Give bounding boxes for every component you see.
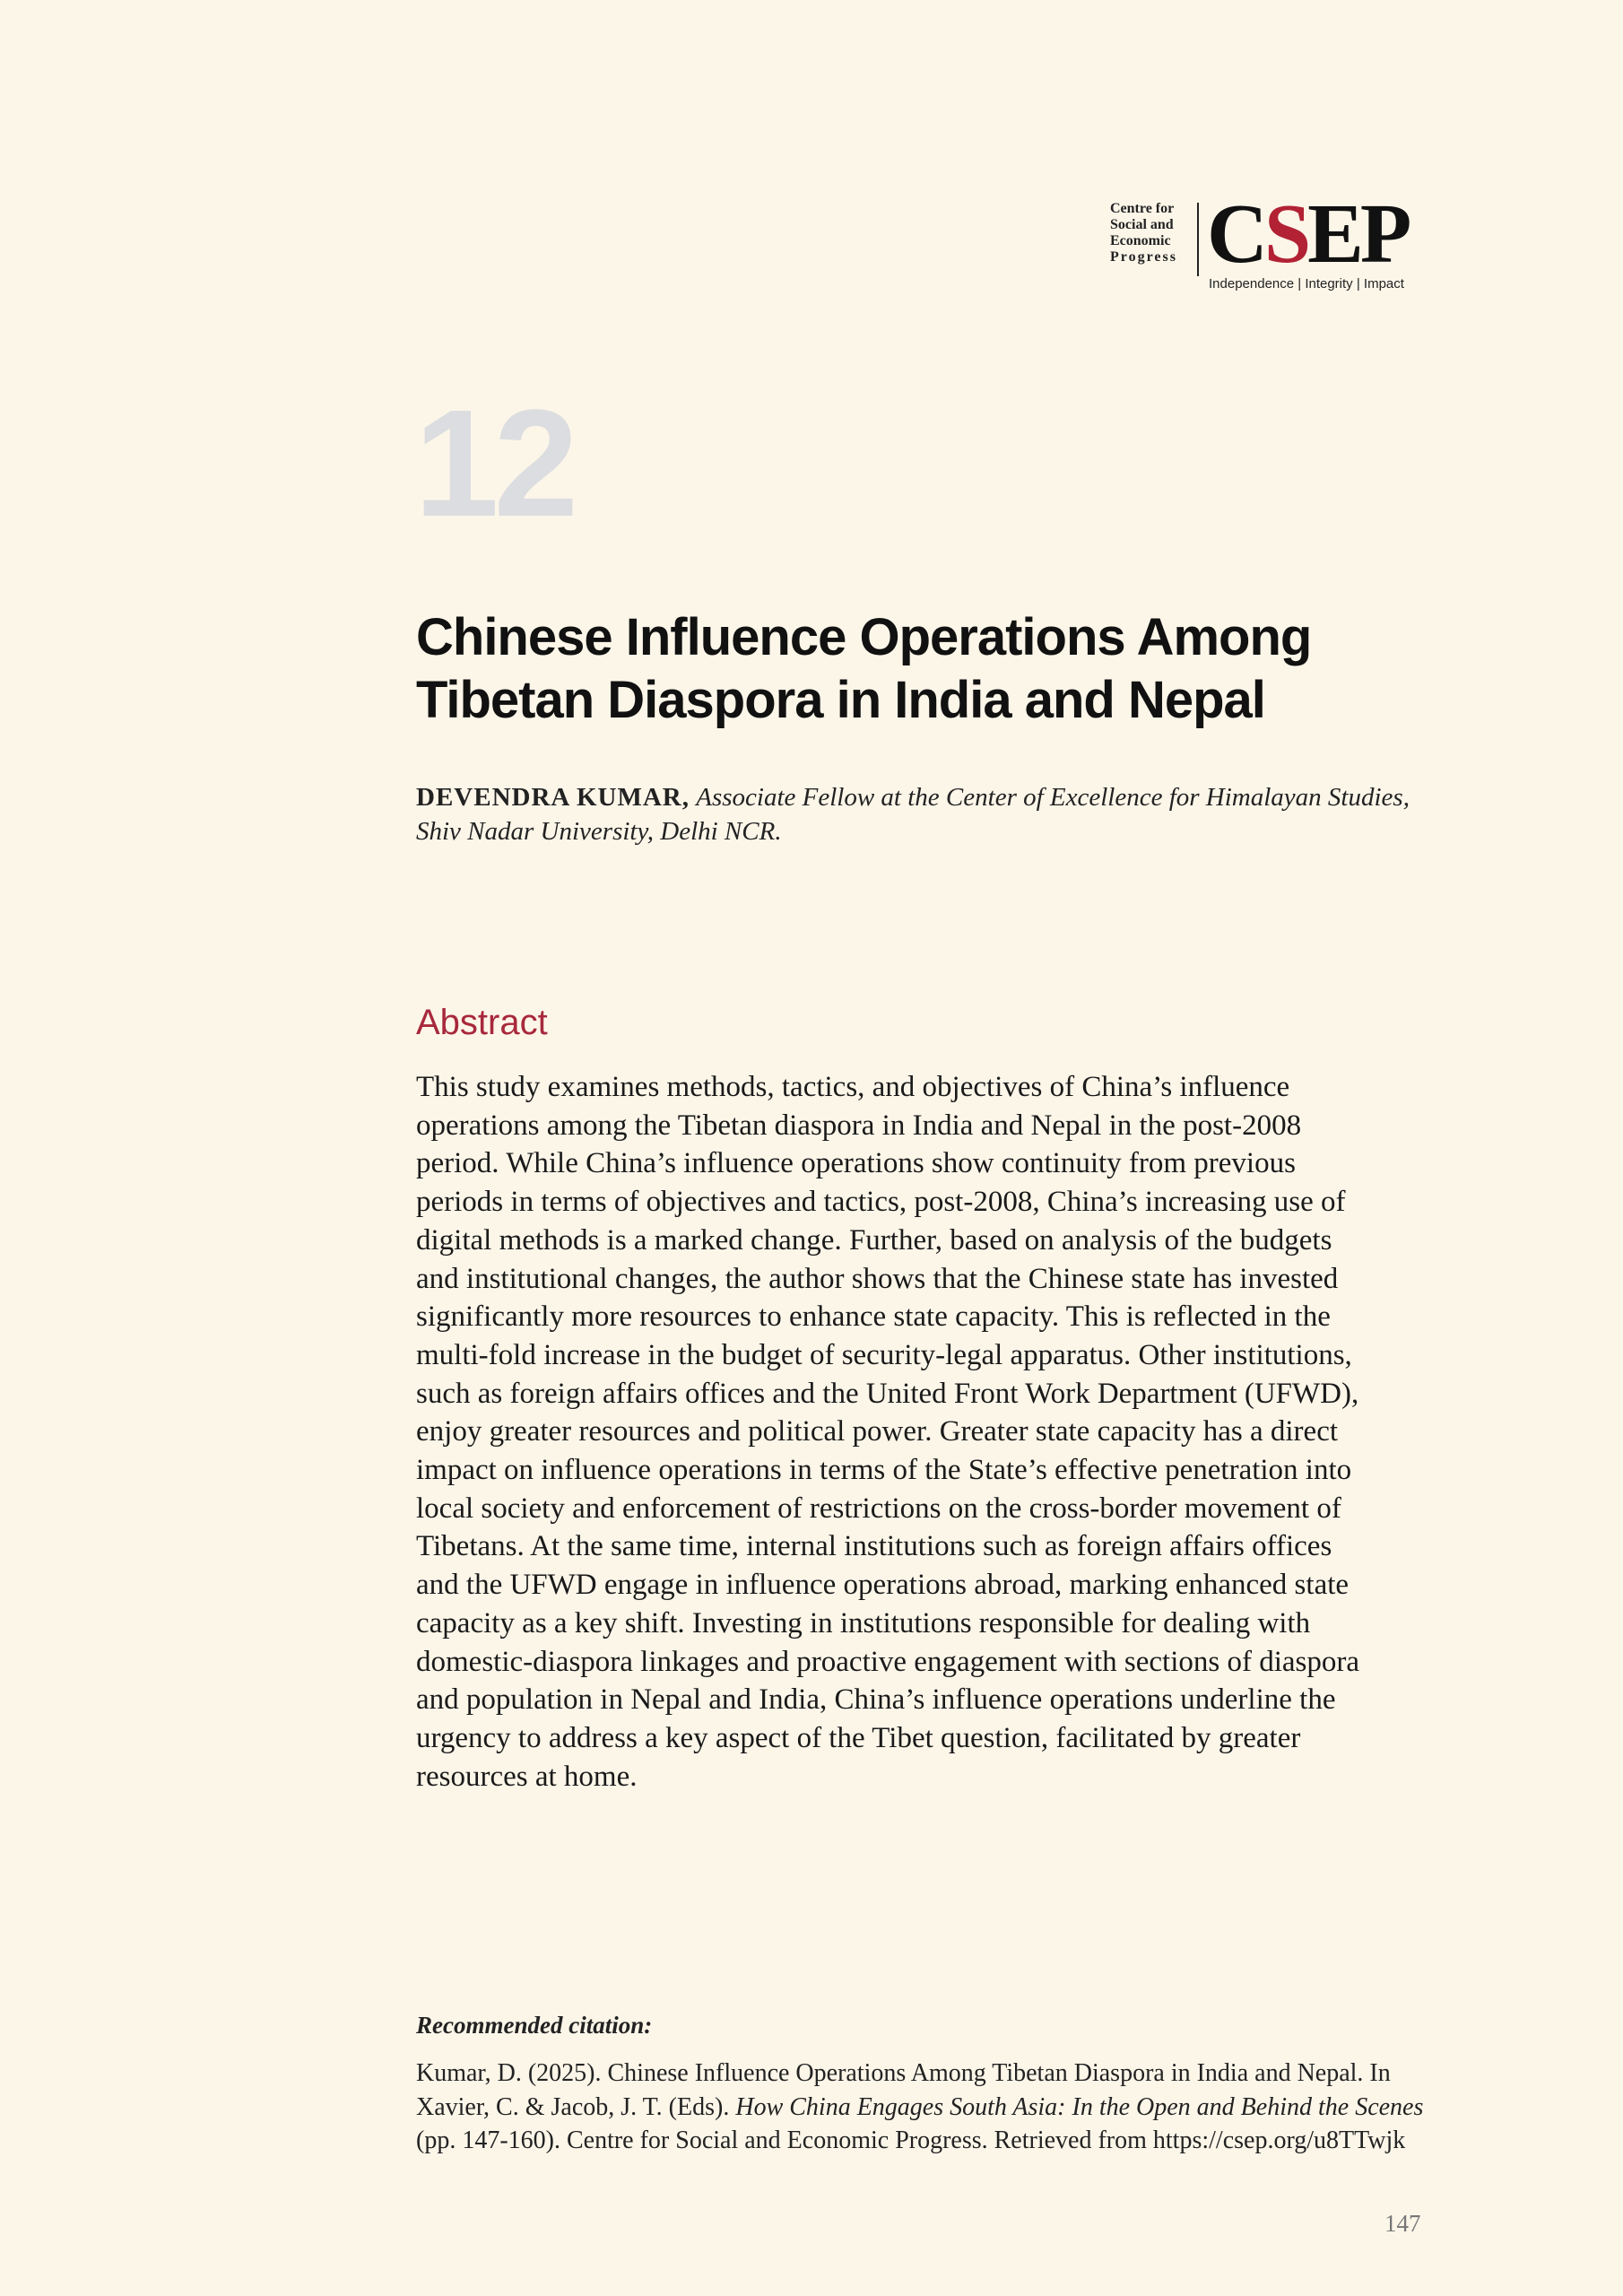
page-number: 147 <box>1384 2210 1421 2237</box>
abstract-line: such as foreign affairs offices and the United Front Work Department (UFWD), <box>416 1377 1359 1410</box>
logo-org-name <box>1110 201 1193 265</box>
logo-org-line: Economic <box>1110 233 1171 248</box>
chapter-title-line: Tibetan Diaspora in India and Nepal <box>416 671 1265 729</box>
logo-letter: E <box>1307 187 1360 281</box>
logo-letter: P <box>1359 187 1409 281</box>
citation-part: (pp. 147-160). Centre for Social and Economic Progress. Retrieved from https://csep.org/u8TTwjk <box>416 2126 1406 2154</box>
logo-letter: C <box>1207 187 1264 281</box>
abstract-line: period. While China’s influence operations show continuity from previous <box>416 1147 1296 1180</box>
abstract-line: periods in terms of objectives and tactics, post-2008, China’s increasing use of <box>416 1186 1346 1219</box>
abstract-line: domestic-diaspora linkages and proactive engagement with sections of diaspora <box>416 1645 1360 1678</box>
abstract-line: operations among the Tibetan diaspora in India and Nepal in the post-2008 <box>416 1109 1302 1142</box>
logo-wordmark <box>1207 187 1409 281</box>
author-affiliation: Shiv Nadar University, Delhi NCR. <box>416 817 782 846</box>
abstract-line: local society and enforcement of restrictions on the cross-border movement of <box>416 1492 1341 1525</box>
abstract-line: significantly more resources to enhance state capacity. This is reflected in the <box>416 1300 1331 1334</box>
csep-logo <box>1110 187 1431 298</box>
abstract-line: capacity as a key shift. Investing in institutions responsible for dealing with <box>416 1606 1311 1639</box>
logo-divider <box>1197 203 1199 276</box>
abstract-body <box>416 1068 1429 1796</box>
abstract-line: impact on influence operations in terms of the State’s effective penetration into <box>416 1454 1352 1487</box>
citation-text <box>416 2057 1438 2158</box>
chapter-title-line: Chinese Influence Operations Among <box>416 608 1312 666</box>
abstract-line: resources at home. <box>416 1760 638 1793</box>
chapter-number: 12 <box>414 378 574 549</box>
abstract-line: multi-fold increase in the budget of security-legal apparatus. Other institutions, <box>416 1338 1352 1371</box>
chapter-title <box>416 606 1447 732</box>
logo-org-line: Progress <box>1110 249 1177 265</box>
citation-part: Kumar, D. (2025). Chinese Influence Operations Among Tibetan Diaspora in India and Nepal. In Xavier, C. & Jacob, J. T. (Eds). <box>416 2059 1391 2121</box>
logo-tagline: Independence | Integrity | Impact <box>1209 276 1404 291</box>
author-affiliation: Associate Fellow at the Center of Excellence for Himalayan Studies, <box>696 783 1410 812</box>
abstract-line: digital methods is a marked change. Further, based on analysis of the budgets <box>416 1223 1332 1257</box>
abstract-line: enjoy greater resources and political power. Greater state capacity has a direct <box>416 1415 1339 1448</box>
abstract-line: and the UFWD engage in influence operations abroad, marking enhanced state <box>416 1569 1350 1602</box>
logo-letter-accent: S <box>1263 187 1308 281</box>
logo-org-line: Social and <box>1110 217 1174 232</box>
author-block <box>416 780 1456 848</box>
abstract-line: This study examines methods, tactics, and objectives of China’s influence <box>416 1071 1290 1103</box>
abstract-line: Tibetans. At the same time, internal institutions such as foreign affairs offices <box>416 1530 1332 1563</box>
abstract-heading: Abstract <box>416 1003 548 1042</box>
abstract-line: and population in Nepal and India, China’s influence operations underline the <box>416 1683 1336 1717</box>
abstract-line: and institutional changes, the author shows that the Chinese state has invested <box>416 1262 1339 1295</box>
citation-book-title: How China Engages South Asia: In the Open and Behind the Scenes <box>735 2092 1424 2121</box>
logo-org-line: Centre for <box>1110 201 1175 216</box>
author-name: DEVENDRA KUMAR, <box>416 783 690 812</box>
abstract-line: urgency to address a key aspect of the Tibet question, facilitated by greater <box>416 1721 1301 1754</box>
citation-label: Recommended citation: <box>416 2012 653 2039</box>
